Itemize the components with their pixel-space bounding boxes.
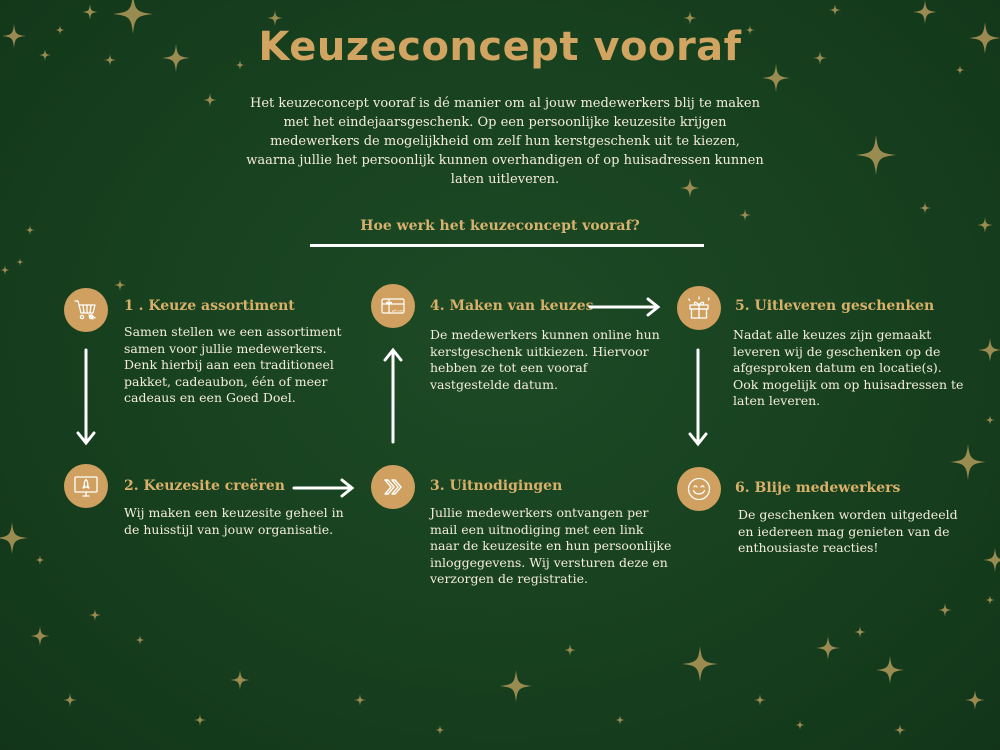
step-4-text: De medewerkers kunnen online hun kerstgeschenk uitkiezen. Hiervoor hebben ze tot een vooraf vastgestelde datum.: [430, 327, 660, 392]
shopping-cart-icon: [64, 288, 108, 332]
step-1-title: 1 . Keuze assortiment: [124, 298, 295, 314]
intro-text: Het keuzeconcept vooraf is dé manier om al jouw medewerkers blij te maken met het eindejaarsgeschenk. Op een persoonlijke keuzesite krijgen medewerkers de mogelijkheid om zelf hun kerstgeschenk uit te kiezen, waarna jullie het persoonlijk kunnen overhandigen of op huisadressen kunnen laten uitleveren.: [246, 96, 764, 187]
svg-text:gift card: gift card: [391, 308, 405, 313]
step-5-title: 5. Uitleveren geschenken: [735, 298, 935, 314]
step-6-text: De geschenken worden uitgedeeld en iedereen mag genieten van de enthousiaste reacties!: [738, 507, 958, 555]
monitor-rocket-icon: [64, 464, 108, 508]
step-3-text: Jullie medewerkers ontvangen per mail een uitnodiging met een link naar de keuzesite en hun persoonlijke inloggegevens. Wij versturen deze en verzorgen de registratie.: [430, 505, 672, 586]
step-6-title: 6. Blije medewerkers: [735, 480, 901, 496]
step-2-title: 2. Keuzesite creëren: [124, 478, 285, 494]
double-chevron-icon: [371, 465, 415, 509]
section-subtitle: Hoe werk het keuzeconcept vooraf?: [360, 218, 640, 234]
gift-box-icon: [677, 286, 721, 330]
divider-line: [310, 244, 704, 247]
page-title: Keuzeconcept vooraf: [258, 24, 742, 70]
step-2-text: Wij maken een keuzesite geheel in de huisstijl van jouw organisatie.: [124, 505, 344, 537]
gift-card-icon: [371, 284, 415, 328]
step-3-title: 3. Uitnodigingen: [430, 478, 563, 494]
smiley-icon: [677, 467, 721, 511]
step-1-text: Samen stellen we een assortiment samen voor jullie medewerkers. Denk hierbij aan een traditioneel pakket, cadeaubon, één of meer cadeaus en een Goed Doel.: [124, 324, 342, 405]
step-5-text: Nadat alle keuzes zijn gemaakt leveren wij de geschenken op de afgesproken datum en locatie(s). Ook mogelijk om op huisadressen te laten leveren.: [733, 327, 964, 408]
step-4-title: 4. Maken van keuzes: [430, 298, 594, 314]
